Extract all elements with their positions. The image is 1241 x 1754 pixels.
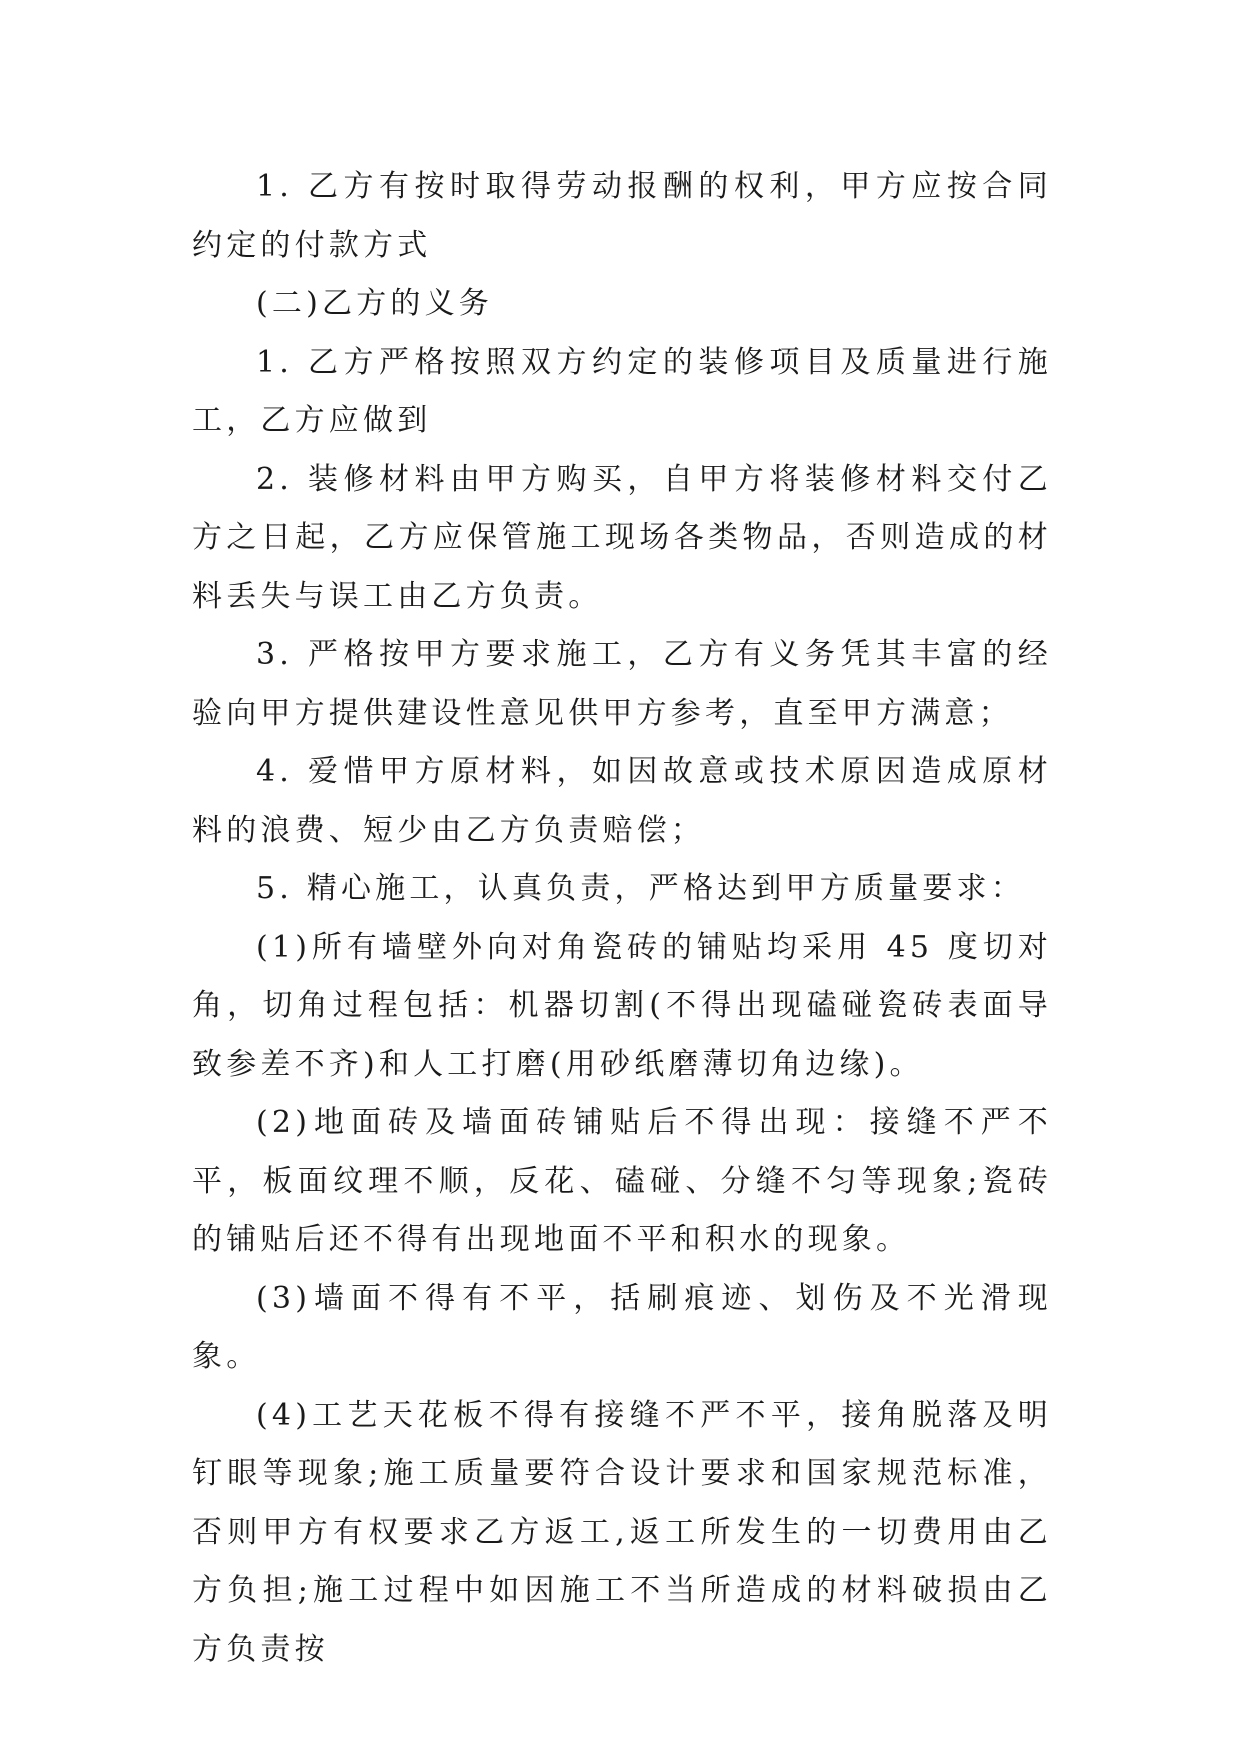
paragraph-subitem-2: (2)地面砖及墙面砖铺贴后不得出现：接缝不严不平，板面纹理不顺，反花、磕碰、分缝不匀等现象;瓷砖的铺贴后还不得有出现地面不平和积水的现象。: [192, 1105, 1052, 1257]
paragraph-subitem-4: (4)工艺天花板不得有接缝不严不平，接角脱落及明钉眼等现象;施工质量要符合设计要求和国家规范标准，否则甲方有权要求乙方返工,返工所发生的一切费用由乙方负担;施工过程中如因施工不当所造成的材料破损由乙方负责按: [192, 1397, 1052, 1667]
paragraph-subitem-1: (1)所有墙壁外向对角瓷砖的铺贴均采用 45 度切对角，切角过程包括：机器切割(不得出现磕碰瓷砖表面导致参差不齐)和人工打磨(用砂纸磨薄切角边缘)。: [192, 929, 1052, 1082]
paragraph-obligation-3: 3. 严格按甲方要求施工，乙方有义务凭其丰富的经验向甲方提供建设性意见供甲方参考，直至甲方满意；: [192, 637, 1052, 731]
paragraph-right-1: 1. 乙方有按时取得劳动报酬的权利，甲方应按合同约定的付款方式: [192, 169, 1052, 263]
paragraph-obligation-1: 1. 乙方严格按照双方约定的装修项目及质量进行施工，乙方应做到: [192, 344, 1052, 438]
paragraph-obligation-4: 4. 爱惜甲方原材料，如因故意或技术原因造成原材料的浪费、短少由乙方负责赔偿；: [192, 754, 1052, 848]
paragraph-obligation-2: 2. 装修材料由甲方购买，自甲方将装修材料交付乙方之日起，乙方应保管施工现场各类物品，否则造成的材料丢失与误工由乙方负责。: [192, 461, 1052, 614]
document-body: [192, 158, 1052, 1679]
paragraph-subitem-3: (3)墙面不得有不平，括刷痕迹、划伤及不光滑现象。: [192, 1280, 1052, 1374]
paragraph-obligation-5: 5. 精心施工，认真负责，严格达到甲方质量要求：: [256, 871, 1025, 906]
section-heading-obligations: (二)乙方的义务: [256, 286, 494, 321]
